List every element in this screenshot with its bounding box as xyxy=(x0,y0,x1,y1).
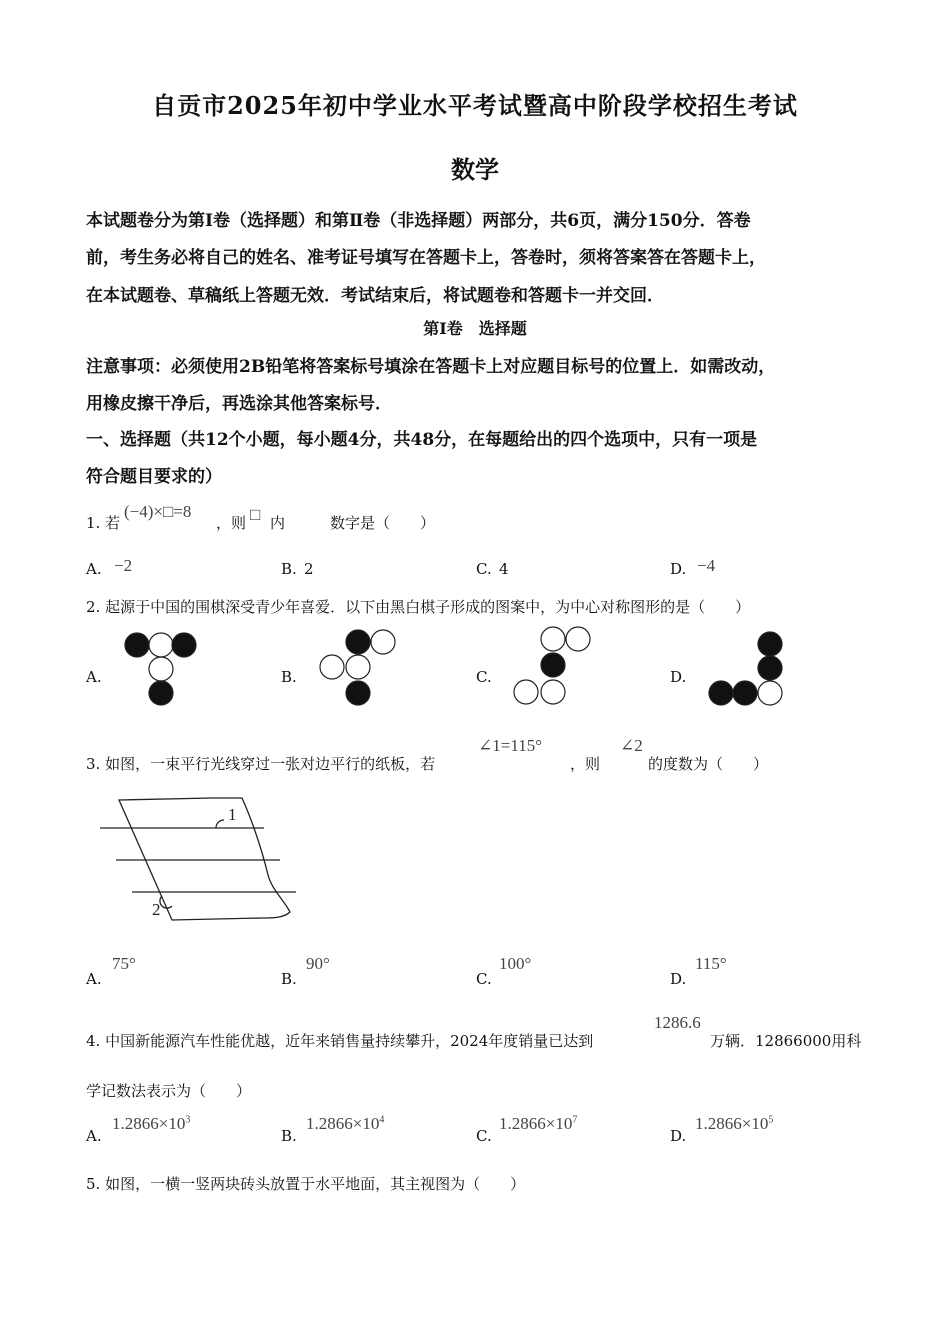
q2-option-a-label: A. xyxy=(86,668,102,686)
q4-option-d-label: D. xyxy=(670,1127,687,1145)
notice-line-1: 注意事项：必须使用2B铅笔将答案标号填涂在答题卡上对应题目标号的位置上．如需改动， xyxy=(86,357,776,377)
q3-angle2: ∠2 xyxy=(620,736,643,755)
white-stone xyxy=(541,680,565,704)
q1-option-c-value: 4 xyxy=(499,560,509,578)
q4-option-b-value: $1.2866\times 10^4$ xyxy=(306,1114,385,1133)
fig-label-1: 1 xyxy=(228,805,237,824)
q1-option-b-value: 2 xyxy=(304,560,314,578)
q2-figure-a xyxy=(120,628,210,710)
q3-option-c-value: 100° xyxy=(499,954,532,973)
q2-option-b-label: B. xyxy=(281,668,297,686)
black-stone xyxy=(149,681,173,705)
white-stone xyxy=(320,655,344,679)
q4-text-pre: 4. 中国新能源汽车性能优越，近年来销售量持续攀升，2024年度销量已达到 xyxy=(86,1032,594,1050)
q1-option-d-value: −4 xyxy=(697,556,716,575)
exam-title: 自贡市2025年初中学业水平考试暨高中阶段学校招生考试 xyxy=(152,91,798,120)
white-stone xyxy=(149,633,173,657)
part1-heading: 一、选择题（共12个小题，每小题4分，共48分，在每题给出的四个选项中，只有一项是 xyxy=(86,430,758,450)
q2-figure-b xyxy=(314,626,404,710)
black-stone xyxy=(346,630,370,654)
q3-figure xyxy=(92,790,302,930)
white-stone xyxy=(758,681,782,705)
q1-expression: (−4)×□=8 xyxy=(124,502,192,521)
q2-figure-c xyxy=(508,624,600,710)
q1-option-a-value: −2 xyxy=(114,556,133,575)
q4-option-b-label: B. xyxy=(281,1127,297,1145)
q1-option-b-label: B. xyxy=(281,560,297,578)
q2-option-d-label: D. xyxy=(670,668,687,686)
q4-text-post: 万辆．12866000用科 xyxy=(710,1032,862,1050)
white-stone xyxy=(371,630,395,654)
q1-option-a-label: A. xyxy=(86,560,102,578)
q1-option-c-label: C. xyxy=(476,560,492,578)
q3-option-b-label: B. xyxy=(281,970,297,988)
q3-option-d-value: 115° xyxy=(695,954,727,973)
q1-mid: ，则 xyxy=(216,514,247,532)
part1-heading-2: 符合题目要求的） xyxy=(86,467,222,487)
q3-text-mid: ，则 xyxy=(570,755,601,773)
black-stone xyxy=(172,633,196,657)
black-stone xyxy=(758,656,782,680)
intro-line-2: 前，考生务必将自己的姓名、准考证号填写在答题卡上，答卷时，须将答案答在答题卡上， xyxy=(86,248,766,268)
white-stone xyxy=(514,680,538,704)
black-stone xyxy=(709,681,733,705)
fig-label-2: 2 xyxy=(152,900,161,919)
q1-number: 1. 若 xyxy=(86,514,121,532)
q3-angle1: ∠1=115° xyxy=(478,736,542,755)
q1-tail: 内 数字是（ ） xyxy=(270,514,436,532)
black-stone xyxy=(125,633,149,657)
q4-option-c-value: $1.2866\times 10^7$ xyxy=(499,1114,578,1133)
black-stone xyxy=(758,632,782,656)
q1-option-d-label: D. xyxy=(670,560,687,578)
black-stone xyxy=(346,681,370,705)
q4-number: 1286.6 xyxy=(654,1013,701,1032)
q4-line-2: 学记数法表示为（ ） xyxy=(86,1082,252,1100)
q5-text: 5. 如图，一横一竖两块砖头放置于水平地面，其主视图为（ ） xyxy=(86,1175,526,1193)
white-stone xyxy=(566,627,590,651)
white-stone xyxy=(149,657,173,681)
q4-option-d-value: $1.2866\times 10^5$ xyxy=(695,1114,774,1133)
intro-line-3: 在本试题卷、草稿纸上答题无效．考试结束后，将试题卷和答题卡一并交回． xyxy=(86,286,664,306)
q4-option-c-label: C. xyxy=(476,1127,492,1145)
q2-option-c-label: C. xyxy=(476,668,492,686)
notice-line-2: 用橡皮擦干净后，再选涂其他答案标号． xyxy=(86,394,392,414)
q3-text-post: 的度数为（ ） xyxy=(648,755,769,773)
black-stone xyxy=(541,653,565,677)
white-stone xyxy=(541,627,565,651)
angle-1-arc xyxy=(216,820,224,828)
q3-option-d-label: D. xyxy=(670,970,687,988)
subject-title: 数学 xyxy=(451,155,499,184)
q4-option-a-label: A. xyxy=(86,1127,102,1145)
q3-option-a-label: A. xyxy=(86,970,102,988)
black-stone xyxy=(733,681,757,705)
q2-text: 2. 起源于中国的围棋深受青少年喜爱．以下由黑白棋子形成的图案中，为中心对称图形的是（ ） xyxy=(86,598,751,616)
q4-option-a-value: $1.2866\times 10^3$ xyxy=(112,1114,191,1133)
q3-option-a-value: 75° xyxy=(112,954,136,973)
white-stone xyxy=(346,655,370,679)
q2-figure-d xyxy=(704,628,790,710)
q1-box: □ xyxy=(250,505,261,524)
q3-option-c-label: C. xyxy=(476,970,492,988)
q3-option-b-value: 90° xyxy=(306,954,330,973)
cardboard-shape xyxy=(119,798,290,920)
intro-line-1: 本试题卷分为第Ⅰ卷（选择题）和第Ⅱ卷（非选择题）两部分，共6页，满分150分．答卷 xyxy=(86,211,751,231)
section-title: 第Ⅰ卷 选择题 xyxy=(423,319,527,338)
q3-text-pre: 3. 如图，一束平行光线穿过一张对边平行的纸板，若 xyxy=(86,755,436,773)
